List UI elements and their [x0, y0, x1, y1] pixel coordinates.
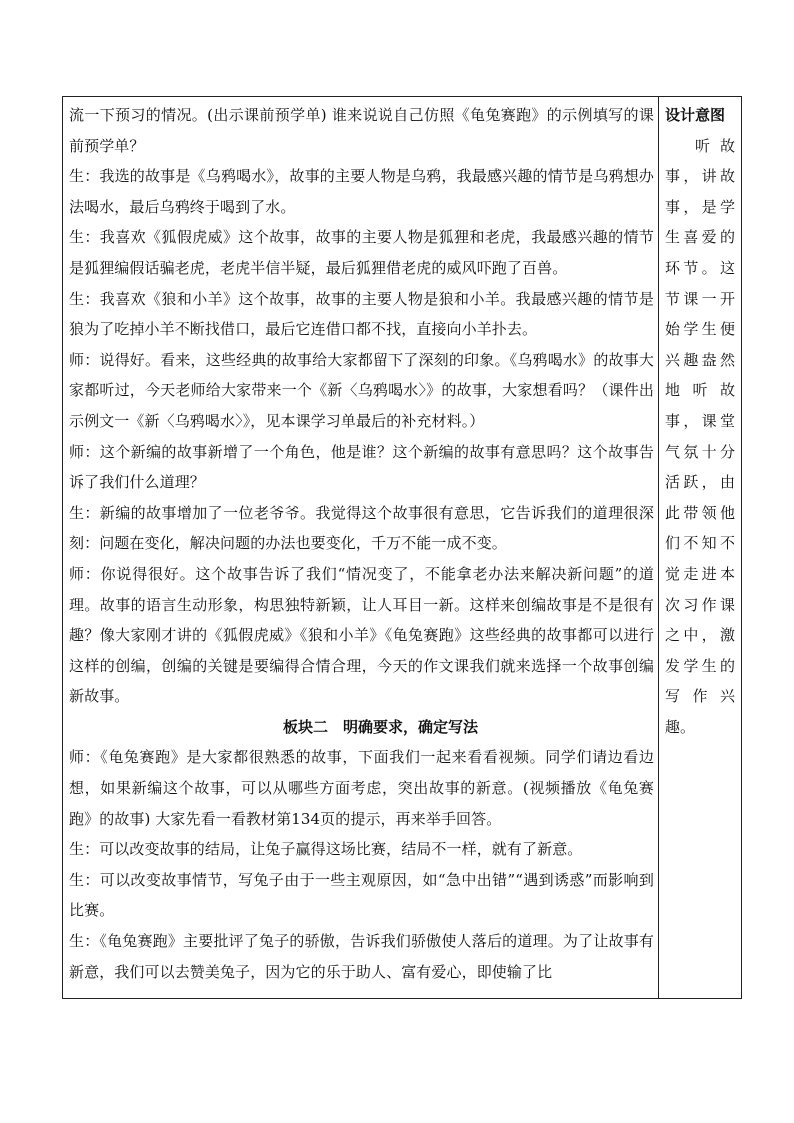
paragraph: 师：你说得很好。这个故事告诉了我们“情况变了，不能拿老办法来解决新问题”的道理。故事的语言生动形象，构思独特新颖，让人耳目一新。这样来创编故事是不是很有趣？像大家刚才讲的《狐假虎威》《狼和小羊》《龟兔赛跑》这些经典的故事都可以进行这样的创编，创编的关键是要编得合情合理，今天的作文课我们就来选择一个故事创编新故事。 [69, 564, 654, 706]
paragraph: 生：可以改变故事的结局，让兔子赢得这场比赛，结局不一样，就有了新意。 [69, 840, 583, 859]
paragraph: 流一下预习的情况。(出示课前预学单) 谁来说说自己仿照《龟兔赛跑》的示例填写的课前预学单？ [69, 106, 654, 155]
paragraph: 生：可以改变故事情节，写兔子由于一些主观原因，如“急中出错”“遇到诱惑”而影响到比赛。 [69, 870, 654, 920]
lesson-table [62, 96, 742, 999]
section-heading: 板块二 明确要求，确定写法 [282, 717, 478, 736]
paragraph: 生：我选的故事是《乌鸦喝水》，故事的主要人物是乌鸦，我最感兴趣的情节是乌鸦想办法喝水，最后乌鸦终于喝到了水。 [69, 167, 654, 216]
paragraph: 生：我喜欢《狼和小羊》这个故事，故事的主要人物是狼和小羊。我最感兴趣的情节是狼为了吃掉小羊不断找借口，最后它连借口都不找，直接向小羊扑去。 [69, 289, 654, 339]
design-intent-body: 听故事，讲故事，是学生喜爱的环节。这节课一开始学生便兴趣盎然地听故事，课堂气氛十分活跃，由此带领他们不知不觉走进本次习作课之中，激发学生的写作兴趣。 [665, 136, 735, 736]
paragraph: 师：《龟兔赛跑》是大家都很熟悉的故事，下面我们一起来看看视频。同学们请边看边想，如果新编这个故事，可以从哪些方面考虑，突出故事的新意。(视频播放《龟兔赛跑》的故事) 大家先看一看教材第134页的提示，再来举手回答。 [69, 748, 654, 828]
paragraph: 生：新编的故事增加了一位老爷爷。我觉得这个故事很有意思，它告诉我们的道理很深刻：问题在变化，解决问题的办法也要变化，千万不能一成不变。 [69, 503, 654, 553]
design-intent-title: 设计意图 [665, 106, 726, 124]
lesson-content-cell [63, 97, 659, 998]
paragraph: 师：这个新编的故事新增了一个角色，他是谁？这个新编的故事有意思吗？这个故事告诉了我们什么道理？ [69, 442, 654, 492]
paragraph: 师：说得好。看来，这些经典的故事给大家都留下了深刻的印象。《乌鸦喝水》的故事大家都听过，今天老师给大家带来一个《新〈乌鸦喝水〉》的故事，大家想看吗？（课件出示例文一《新〈乌鸦喝水〉》，见本课学习单最后的补充材料。） [69, 350, 654, 430]
paragraph: 生：我喜欢《狐假虎威》这个故事，故事的主要人物是狐狸和老虎，我最感兴趣的情节是狐狸编假话骗老虎，老虎半信半疑，最后狐狸借老虎的威风吓跑了百兽。 [69, 228, 654, 277]
design-intent-cell [659, 97, 741, 998]
paragraph: 生：《龟兔赛跑》主要批评了兔子的骄傲，告诉我们骄傲使人落后的道理。为了让故事有新意，我们可以去赞美兔子，因为它的乐于助人、富有爱心，即使输了比 [69, 932, 654, 981]
